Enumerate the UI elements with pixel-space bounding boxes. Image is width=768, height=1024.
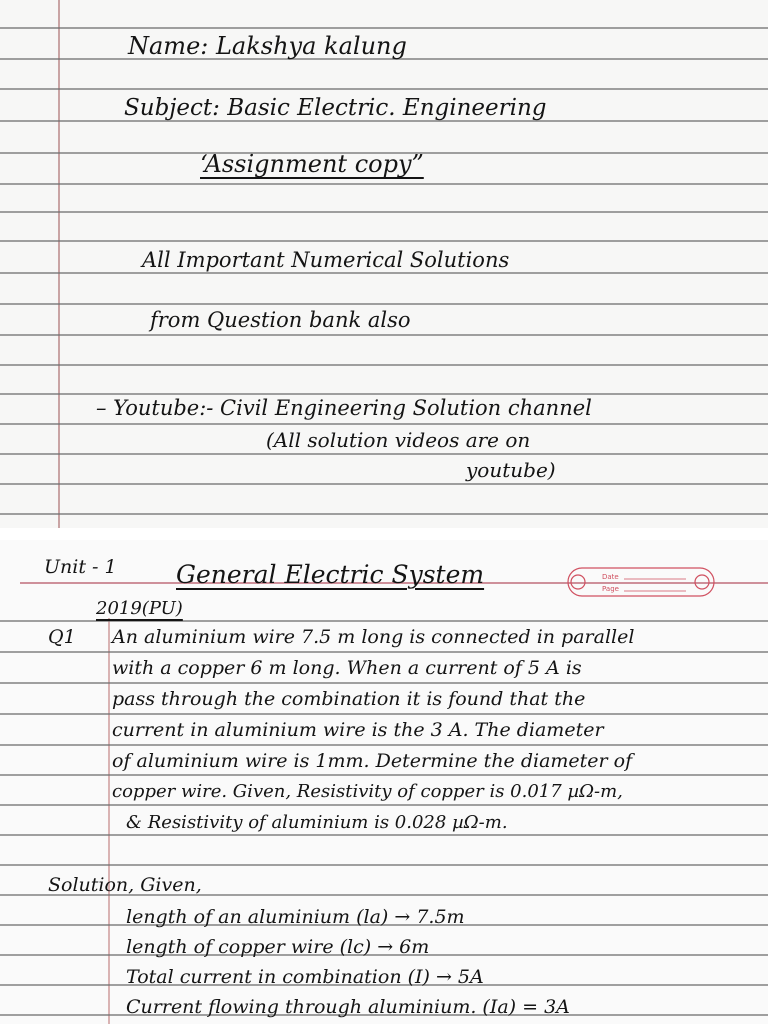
question-line: pass through the combination it is found that the bbox=[112, 688, 586, 710]
stamp-circle-icon bbox=[571, 575, 585, 589]
ruled-line bbox=[0, 303, 768, 305]
ruled-line bbox=[0, 453, 768, 455]
ruled-line bbox=[0, 651, 768, 653]
ruled-line bbox=[0, 27, 768, 29]
ruled-line bbox=[0, 88, 768, 90]
question-line: of aluminium wire is 1mm. Determine the diameter of bbox=[112, 750, 633, 772]
question-line: & Resistivity of aluminium is 0.028 µΩ-m. bbox=[126, 812, 508, 833]
ruled-line bbox=[0, 364, 768, 366]
ruled-line bbox=[0, 864, 768, 866]
subject-line: Subject: Basic Electric. Engineering bbox=[124, 95, 547, 121]
ruled-line bbox=[0, 774, 768, 776]
date-page-stamp bbox=[566, 562, 716, 602]
unit-heading: General Electric System bbox=[176, 560, 485, 589]
question-line: with a copper 6 m long. When a current of 5 A is bbox=[112, 657, 582, 679]
note-line-2: from Question bank also bbox=[150, 308, 411, 332]
solution-line: length of copper wire (lc) → 6m bbox=[126, 936, 430, 958]
ruled-line bbox=[0, 272, 768, 274]
solution-line: Total current in combination (I) → 5A bbox=[126, 966, 484, 988]
solution-line: Current flowing through aluminium. (Ia) = 3A bbox=[126, 996, 570, 1018]
ruled-line bbox=[0, 620, 768, 622]
ruled-line bbox=[0, 513, 768, 515]
question-line: An aluminium wire 7.5 m long is connected in parallel bbox=[112, 626, 635, 648]
ruled-line bbox=[0, 483, 768, 485]
margin-line bbox=[58, 0, 60, 540]
ruled-line bbox=[0, 804, 768, 806]
stamp-circle-icon bbox=[695, 575, 709, 589]
ruled-line bbox=[0, 183, 768, 185]
note-line-1: All Important Numerical Solutions bbox=[142, 248, 510, 272]
student-name: Name: Lakshya kalung bbox=[128, 32, 407, 60]
ruled-line bbox=[0, 240, 768, 242]
ruled-line bbox=[0, 423, 768, 425]
ruled-line bbox=[0, 744, 768, 746]
margin-line bbox=[108, 618, 110, 1024]
assignment-title: ‘Assignment copy” bbox=[200, 150, 424, 178]
question-line: current in aluminium wire is the 3 A. The diameter bbox=[112, 719, 604, 741]
exam-tag: 2019(PU) bbox=[96, 598, 183, 619]
ruled-line bbox=[0, 334, 768, 336]
ruled-line bbox=[0, 682, 768, 684]
unit-label: Unit - 1 bbox=[44, 556, 117, 578]
question-line: copper wire. Given, Resistivity of copper is 0.017 µΩ-m, bbox=[112, 781, 623, 802]
solution-line: length of an aluminium (la) → 7.5m bbox=[126, 906, 465, 928]
ruled-line bbox=[0, 211, 768, 213]
ruled-line bbox=[0, 393, 768, 395]
youtube-line-2: (All solution videos are on bbox=[266, 428, 531, 452]
youtube-line-1: – Youtube:- Civil Engineering Solution channel bbox=[96, 396, 592, 420]
youtube-line-3: youtube) bbox=[466, 458, 556, 482]
stamp-date-label: Date bbox=[602, 573, 619, 581]
stamp-page-label: Page bbox=[602, 585, 619, 593]
solution-heading: Solution, Given, bbox=[48, 874, 202, 896]
ruled-line bbox=[0, 713, 768, 715]
ruled-line bbox=[0, 834, 768, 836]
question-number: Q1 bbox=[48, 626, 76, 648]
